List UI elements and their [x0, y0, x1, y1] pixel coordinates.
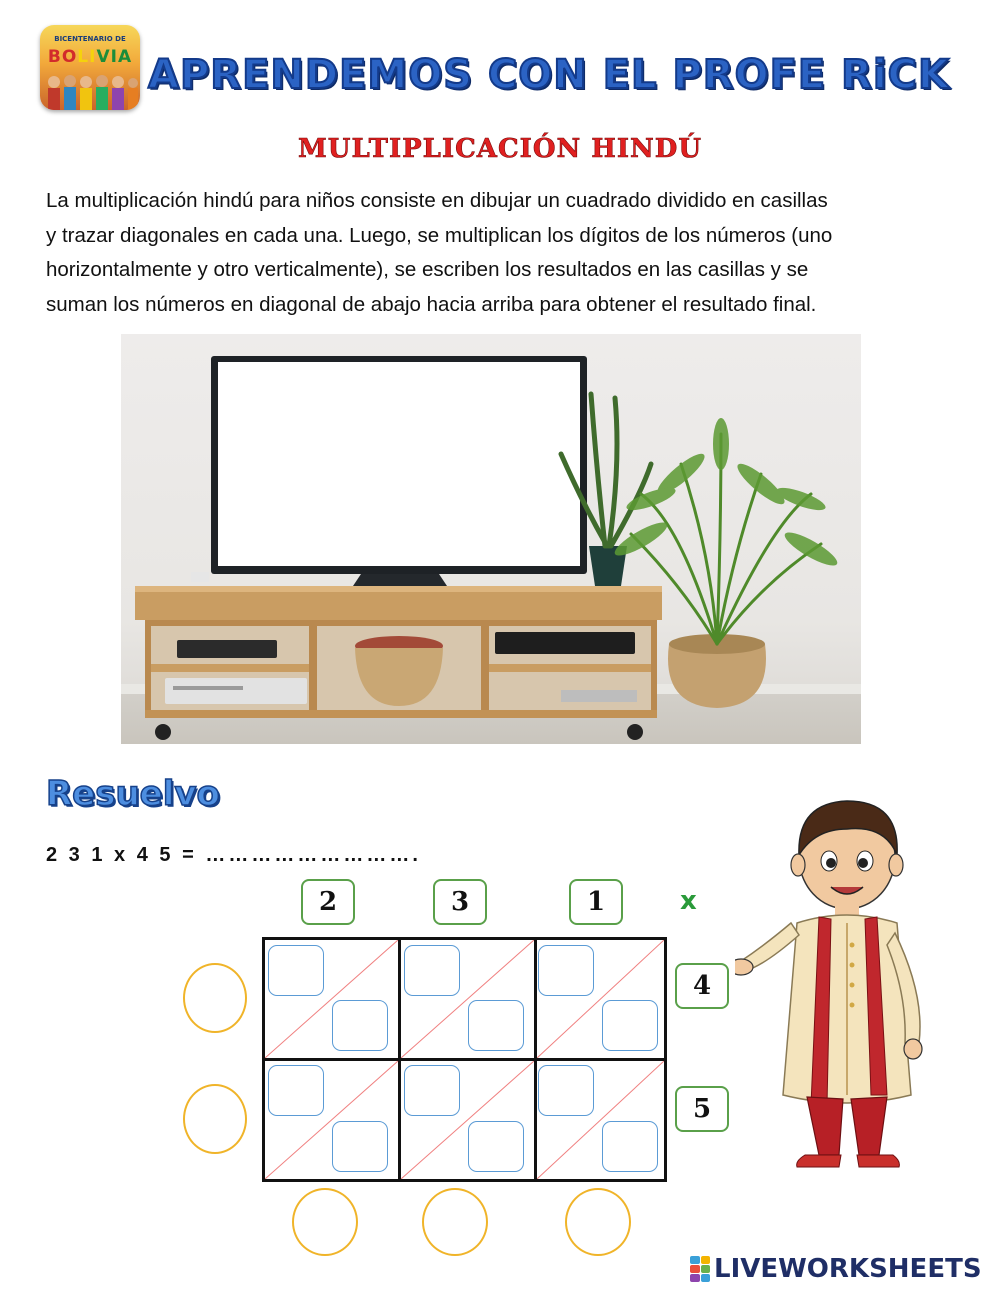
result-digit-circle[interactable]	[292, 1188, 358, 1256]
page-subtitle: MULTIPLICACIÓN HINDÚ	[297, 134, 703, 164]
resuelvo-heading: Resuelvo	[46, 774, 220, 814]
intro-line: La multiplicación hindú para niños consiste en dibujar un cuadrado dividido en casillas	[46, 189, 828, 212]
intro-line: horizontalmente y otro verticalmente), se escriben los resultados en las casillas y se	[46, 258, 809, 281]
top-digit-box: 1	[569, 879, 623, 925]
intro-paragraph	[46, 184, 960, 322]
logo-line1: BICENTENARIO DE	[54, 35, 126, 43]
tens-answer-box[interactable]	[404, 945, 460, 996]
top-digit-box: 2	[301, 879, 355, 925]
intro-line: y trazar diagonales en cada una. Luego, se multiplican los dígitos de los números (uno	[46, 223, 833, 247]
intro-line: suman los números en diagonal de abajo hacia arriba para obtener el resultado final.	[46, 292, 817, 316]
tv-stand-illustration	[121, 334, 861, 744]
units-answer-box[interactable]	[332, 1121, 388, 1172]
result-digit-circle[interactable]	[183, 963, 247, 1033]
tens-answer-box[interactable]	[538, 1065, 594, 1116]
units-answer-box[interactable]	[332, 1000, 388, 1051]
liveworksheets-logo-icon	[690, 1256, 710, 1282]
units-answer-box[interactable]	[468, 1121, 524, 1172]
indian-boy-character	[735, 795, 960, 1180]
units-answer-box[interactable]	[602, 1000, 658, 1051]
page-title: APRENDEMOS CON EL PROFE RiCK	[148, 52, 951, 98]
right-digit-box: 5	[675, 1086, 729, 1132]
bicentenario-bolivia-logo	[40, 25, 140, 110]
times-sign: x	[680, 886, 697, 916]
units-answer-box[interactable]	[468, 1000, 524, 1051]
top-digit-box: 3	[433, 879, 487, 925]
children-illustration	[40, 72, 140, 110]
units-answer-box[interactable]	[602, 1121, 658, 1172]
lattice-grid	[262, 937, 667, 1182]
result-digit-circle[interactable]	[183, 1084, 247, 1154]
right-digit-box: 4	[675, 963, 729, 1009]
grid-divider	[265, 1058, 664, 1061]
tens-answer-box[interactable]	[404, 1065, 460, 1116]
brand-text: LIVEWORKSHEETS	[714, 1254, 982, 1284]
result-digit-circle[interactable]	[422, 1188, 488, 1256]
logo-word: BOLIVIA	[47, 47, 133, 67]
liveworksheets-brand	[690, 1254, 982, 1284]
tens-answer-box[interactable]	[268, 1065, 324, 1116]
result-digit-circle[interactable]	[565, 1188, 631, 1256]
problem-statement: 2 3 1 x 4 5 = ……………………….	[46, 844, 421, 866]
tens-answer-box[interactable]	[268, 945, 324, 996]
tv-stand-photo	[121, 334, 861, 744]
tens-answer-box[interactable]	[538, 945, 594, 996]
